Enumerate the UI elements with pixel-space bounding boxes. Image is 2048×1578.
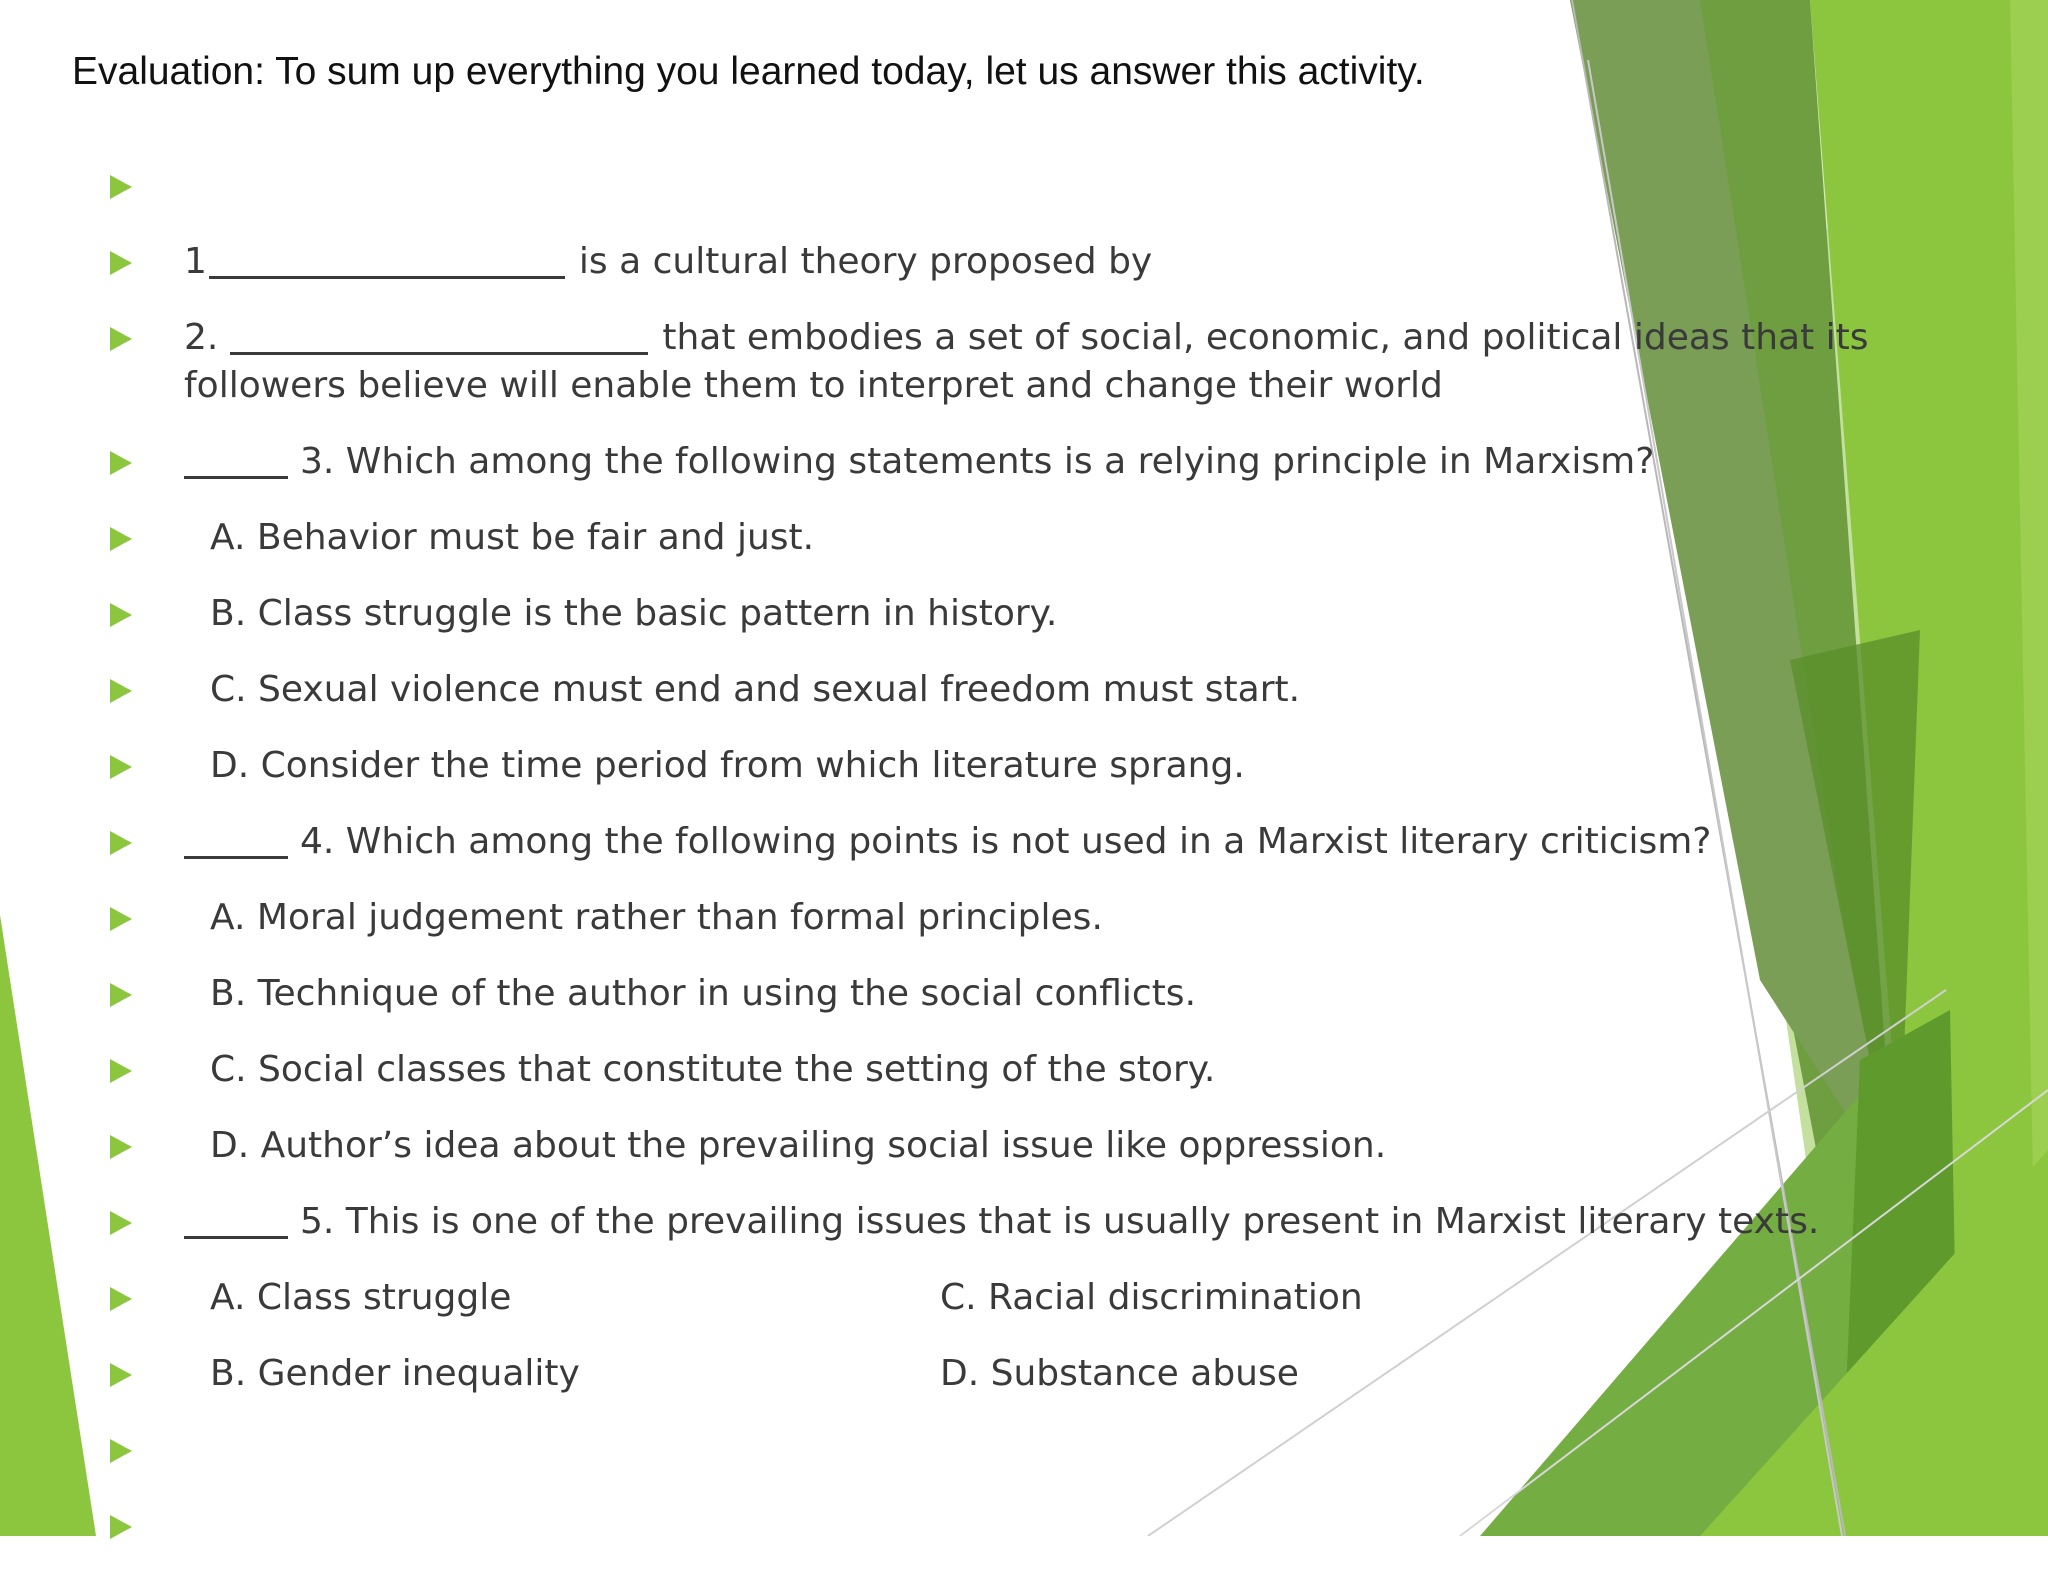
answer-blank — [209, 238, 565, 279]
option-text: A. Moral judgement rather than formal principles. — [210, 897, 1103, 938]
question-1 — [106, 238, 1926, 314]
triangle-bullet-icon — [110, 1059, 132, 1083]
triangle-bullet-icon — [110, 831, 132, 855]
triangle-bullet-icon — [110, 603, 132, 627]
triangle-bullet-icon — [110, 1363, 132, 1387]
question-3-option-b — [106, 590, 1926, 666]
slide-title: Evaluation: To sum up everything you learned today, let us answer this activity. — [72, 50, 1425, 93]
option-text: C. Racial discrimination — [940, 1277, 1363, 1318]
question-3-option-d — [106, 742, 1926, 818]
option-text: B. Class struggle is the basic pattern in history. — [210, 593, 1058, 634]
option-text: C. Sexual violence must end and sexual freedom must start. — [210, 669, 1301, 710]
question-1-number: 1 — [184, 241, 207, 282]
answer-blank — [184, 438, 288, 479]
empty-bullet-top — [106, 162, 1926, 238]
triangle-bullet-icon — [110, 527, 132, 551]
question-2-text: that embodies a set of social, economic, and political ideas that its followers believe will enable them to interpret and change their world — [184, 317, 1869, 406]
question-4-option-d — [106, 1122, 1926, 1198]
triangle-bullet-icon — [110, 1287, 132, 1311]
triangle-bullet-icon — [110, 1211, 132, 1235]
triangle-bullet-icon — [110, 907, 132, 931]
question-2-content — [184, 314, 1924, 410]
answer-blank — [230, 314, 648, 355]
question-4-option-c — [106, 1046, 1926, 1122]
option-text: D. Author’s idea about the prevailing social issue like oppression. — [210, 1125, 1387, 1166]
triangle-bullet-icon — [110, 1515, 132, 1539]
question-4-option-a — [106, 894, 1926, 970]
question-2-number: 2. — [184, 317, 219, 358]
question-4-text: 4. Which among the following points is not used in a Marxist literary criticism? — [300, 821, 1712, 862]
question-3-option-c — [106, 666, 1926, 742]
question-4 — [106, 818, 1926, 894]
triangle-bullet-icon — [110, 327, 132, 351]
triangle-bullet-icon — [110, 251, 132, 275]
question-4-option-b — [106, 970, 1926, 1046]
triangle-bullet-icon — [110, 983, 132, 1007]
option-text: D. Consider the time period from which literature sprang. — [210, 745, 1245, 786]
triangle-bullet-icon — [110, 679, 132, 703]
question-3 — [106, 438, 1926, 514]
question-3-text: 3. Which among the following statements is a relying principle in Marxism? — [300, 441, 1655, 482]
answer-blank — [184, 1198, 288, 1239]
question-3-option-a — [106, 514, 1926, 590]
question-5-text: 5. This is one of the prevailing issues that is usually present in Marxist literary texts. — [300, 1201, 1820, 1242]
empty-bullet-cutoff — [106, 1502, 1926, 1578]
option-text: B. Gender inequality — [210, 1353, 580, 1394]
question-list — [106, 162, 1926, 1578]
option-text: B. Technique of the author in using the social conflicts. — [210, 973, 1197, 1014]
question-1-text: is a cultural theory proposed by — [578, 241, 1153, 282]
triangle-bullet-icon — [110, 755, 132, 779]
question-5-options-row-1 — [106, 1274, 1926, 1350]
question-2 — [106, 314, 1926, 438]
question-5 — [106, 1198, 1926, 1274]
triangle-bullet-icon — [110, 1439, 132, 1463]
triangle-bullet-icon — [110, 451, 132, 475]
answer-blank — [184, 818, 288, 859]
triangle-bullet-icon — [110, 1135, 132, 1159]
option-text: D. Substance abuse — [940, 1353, 1299, 1394]
empty-bullet-bottom — [106, 1426, 1926, 1502]
left-green-wedge — [0, 915, 96, 1536]
option-text: C. Social classes that constitute the setting of the story. — [210, 1049, 1216, 1090]
option-text: A. Class struggle — [210, 1277, 512, 1318]
question-5-options-row-2 — [106, 1350, 1926, 1426]
option-text: A. Behavior must be fair and just. — [210, 517, 815, 558]
triangle-bullet-icon — [110, 175, 132, 199]
